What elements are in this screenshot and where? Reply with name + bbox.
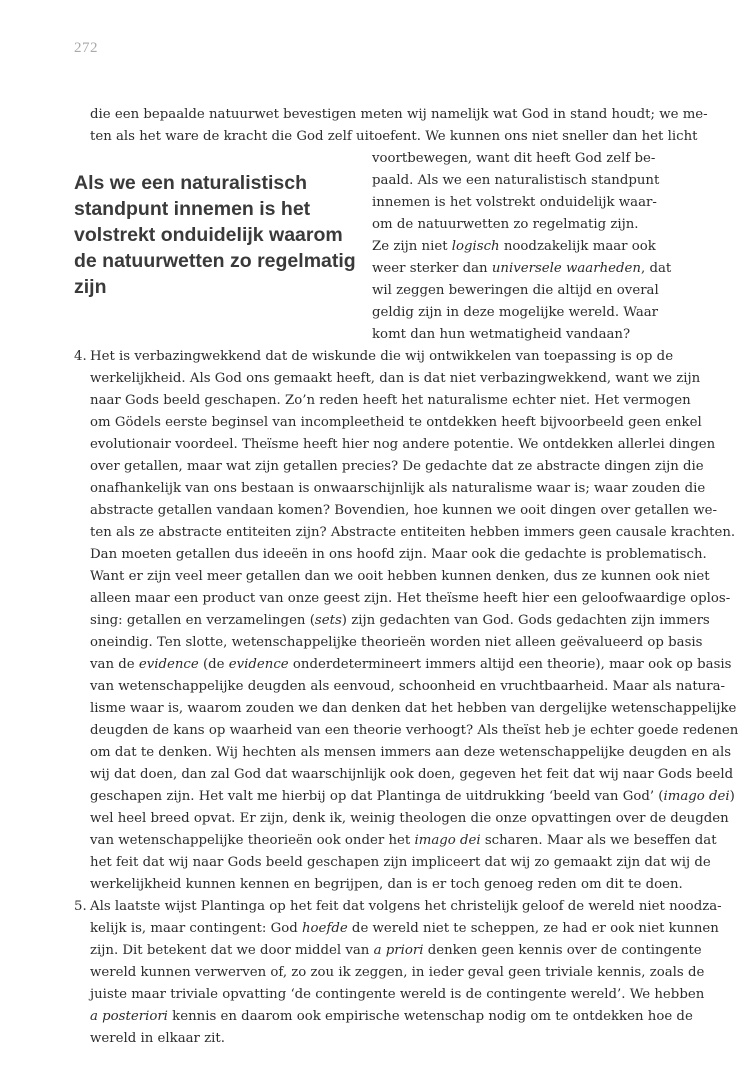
body-line: om dat te denken. Wij hechten als mensen immers aan deze wetenschappelijke deugden en als (90, 745, 732, 760)
body-line: van wetenschappelijke theorieën ook onder het imago dei scharen. Maar als we beseffen dat (90, 833, 717, 848)
pull-quote (74, 170, 356, 300)
body-line: wereld kunnen verwerven of, zo zou ik zeggen, in ieder geval geen triviale kennis, zoals de (90, 965, 705, 980)
body-line: lisme waar is, waarom zouden we dan denken dat het hebben van dergelijke wetenschappelijke (90, 701, 737, 716)
body-line: wereld in elkaar zit. (90, 1031, 225, 1046)
page-number: 272 (74, 40, 98, 56)
body-line: geschapen zijn. Het valt me hierbij op dat Plantinga de uitdrukking ‘beeld van God’ (imago dei) (90, 789, 735, 804)
body-line: van de evidence (de evidence onderdetermineert immers altijd een theorie), maar ook op basis (90, 657, 732, 672)
body-line: het feit dat wij naar Gods beeld geschapen zijn impliceert dat wij zo gemaakt zijn dat wij de (90, 855, 711, 870)
body-line: Dan moeten getallen dus ideeën in ons hoofd zijn. Maar ook die gedachte is problematisch. (90, 547, 707, 562)
body-line: ten als ze abstracte entiteiten zijn? Abstracte entiteiten hebben immers geen causale krachten. (90, 525, 736, 540)
list-item-number: 5. (74, 899, 87, 914)
body-line: wij dat doen, dan zal God dat waarschijnlijk ook doen, gegeven het feit dat wij naar Gods beeld (90, 767, 734, 782)
body-line: oneindig. Ten slotte, wetenschappelijke theorieën worden niet alleen geëvalueerd op basis (90, 635, 703, 650)
body-line: wel heel breed opvat. Er zijn, denk ik, weinig theologen die onze opvattingen over de deugden (90, 811, 729, 826)
body-line: over getallen, maar wat zijn getallen precies? De gedachte dat ze abstracte dingen zijn die (90, 459, 704, 474)
right-column-line: weer sterker dan universele waarheden, dat (372, 261, 672, 276)
body-line: a posteriori kennis en daarom ook empirische wetenschap nodig om te ontdekken hoe de (90, 1009, 693, 1024)
body-line: kelijk is, maar contingent: God hoefde de wereld niet te scheppen, ze had er ook niet kunnen (90, 921, 719, 936)
pull-quote-line: de natuurwetten zo regelmatig (74, 250, 356, 272)
right-column-line: innemen is het volstrekt onduidelijk waar- (372, 195, 657, 210)
right-column-line: geldig zijn in deze mogelijke wereld. Waar (372, 305, 659, 320)
body-line: naar Gods beeld geschapen. Zo’n reden heeft het naturalisme echter niet. Het vermogen (90, 393, 691, 408)
right-column-line: om de natuurwetten zo regelmatig zijn. (372, 217, 639, 232)
body-line: Het is verbazingwekkend dat de wiskunde die wij ontwikkelen van toepassing is op de (90, 349, 674, 364)
body-line: zijn. Dit betekent dat we door middel van a priori denken geen kennis over de contingente (90, 943, 702, 958)
body-line: onafhankelijk van ons bestaan is onwaarschijnlijk als naturalisme waar is; waar zouden die (90, 481, 706, 496)
right-column-line: wil zeggen beweringen die altijd en overal (372, 283, 659, 298)
body-line: werkelijkheid kunnen kennen en begrijpen, dan is er toch genoeg reden om dit te doen. (90, 877, 683, 892)
body-line: sing: getallen en verzamelingen (sets) zijn gedachten van God. Gods gedachten zijn immers (90, 613, 710, 628)
pull-quote-line: zijn (74, 276, 107, 298)
body-line: werkelijkheid. Als God ons gemaakt heeft, dan is dat niet verbazingwekkend, want we zijn (90, 371, 701, 386)
pull-quote-line: Als we een naturalistisch (74, 172, 308, 194)
body-line: ten als het ware de kracht die God zelf uitoefent. We kunnen ons niet sneller dan het licht (90, 129, 698, 144)
body-line: evolutionair voordeel. Theïsme heeft hier nog andere potentie. We ontdekken allerlei dingen (90, 437, 716, 452)
right-column-line: voortbewegen, want dit heeft God zelf be- (372, 151, 656, 166)
body-line: Want er zijn veel meer getallen dan we ooit hebben kunnen denken, dus ze kunnen ook niet (90, 569, 710, 584)
pull-quote-line: standpunt innemen is het (74, 198, 311, 220)
body-line: om Gödels eerste beginsel van incompleetheid te ontdekken heeft bijvoorbeeld geen enkel (90, 415, 702, 430)
right-column-line: Ze zijn niet logisch noodzakelijk maar ook (372, 239, 656, 254)
right-column-line: paald. Als we een naturalistisch standpunt (372, 173, 660, 188)
list-item-number: 4. (74, 349, 87, 364)
body-line: abstracte getallen vandaan komen? Bovendien, hoe kunnen we ooit dingen over getallen we- (90, 503, 717, 518)
body-line: van wetenschappelijke deugden als eenvoud, schoonheid en vruchtbaarheid. Maar als natura- (90, 679, 726, 694)
body-line: Als laatste wijst Plantinga op het feit dat volgens het christelijk geloof de wereld niet noodza- (90, 899, 722, 914)
body-line: alleen maar een product van onze geest zijn. Het theïsme heeft hier een geloofwaardige oplos- (90, 591, 731, 606)
pull-quote-line: volstrekt onduidelijk waarom (74, 224, 343, 246)
body-line: juiste maar triviale opvatting ‘de contingente wereld is de contingente wereld’. We hebben (90, 987, 705, 1002)
body-line: deugden de kans op waarheid van een theorie verhoogt? Als theïst heb je echter goede redenen (90, 723, 738, 738)
right-column-line: komt dan hun wetmatigheid vandaan? (372, 327, 631, 342)
body-line: die een bepaalde natuurwet bevestigen meten wij namelijk wat God in stand houdt; we me- (90, 107, 708, 122)
